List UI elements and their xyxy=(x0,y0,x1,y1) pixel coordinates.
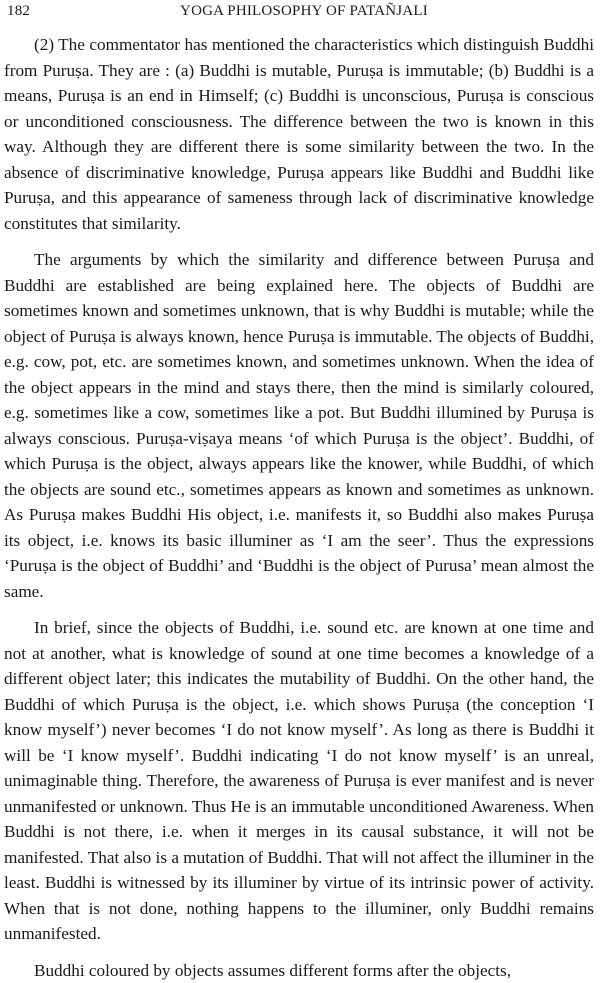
paragraph-in-brief: In brief, since the objects of Buddhi, i.e. sound etc. are known at one time and not at another, what is knowledge of sound at one time becomes a knowledge of a different object later; this indicates the mutability of Buddhi. On the other hand, the Buddhi of which Puruṣa is the object, i.e. which shows Puruṣa (the conception ‘I know myself’) never becomes ‘I do not know myself’. As long as there is Buddhi it will be ‘I know myself’. Buddhi indicating ‘I do not know myself’ is an unreal, unimaginable thing. Therefore, the awareness of Puruṣa is ever manifest and is never unmanifested or unknown. Thus He is an immutable unconditioned Awareness. When Buddhi is not there, i.e. when it merges in its causal substance, it will not be manifested. That also is a mutation of Buddhi. That will not affect the illuminer in the least. Buddhi is witnessed by its illuminer by virtue of its intrinsic power of activity. When that is not done, nothing happens to the illuminer, only Buddhi remains unmanifested. xyxy=(4,618,594,943)
page-body xyxy=(4,32,594,983)
running-title: YOGA PHILOSOPHY OF PATAÑJALI xyxy=(180,3,428,19)
page-header xyxy=(4,0,594,22)
paragraph-buddhi-coloured: Buddhi coloured by objects assumes different forms after the objects, xyxy=(34,960,511,980)
paragraph-characteristics: (2) The commentator has mentioned the characteristics which distinguish Buddhi from Puruṣa. They are : (a) Buddhi is mutable, Puruṣa is immutable; (b) Buddhi is a means, Puruṣa is an end in Himself; (c) Buddhi is unconscious, Puruṣa is conscious or unconditioned consciousness. The difference between the two is known in this way. Although they are different there is some similarity between the two. In the absence of discriminative knowledge, Puruṣa appears like Buddhi and Buddhi like Puruṣa, and this appearance of sameness through lack of discriminative knowledge constitutes that similarity. xyxy=(4,35,594,233)
paragraph-arguments: The arguments by which the similarity and difference between Puruṣa and Buddhi are established are being explained here. The objects of Buddhi are sometimes known and sometimes unknown, that is why Buddhi is mutable; while the object of Puruṣa is always known, hence Puruṣa is immutable. The objects of Buddhi, e.g. cow, pot, etc. are sometimes known, and sometimes unknown. When the idea of the object appears in the mind and stays there, then the mind is similarly coloured, e.g. sometimes like a cow, sometimes like a pot. But Buddhi illumined by Puruṣa is always conscious. Puruṣa-viṣaya means ‘of which Puruṣa is the object’. Buddhi, of which Puruṣa is the object, always appears like the knower, while Buddhi, of which the objects are sound etc., sometimes appears as known and sometimes as unknown. As Puruṣa makes Buddhi His object, i.e. manifests it, so Buddhi also makes Puruṣa its object, i.e. knows its basic illuminer as ‘I am the seer’. Thus the expressions ‘Puruṣa is the object of Buddhi’ and ‘Buddhi is the object of Purusa’ mean almost the same. xyxy=(4,250,594,601)
page-number: 182 xyxy=(7,3,31,19)
